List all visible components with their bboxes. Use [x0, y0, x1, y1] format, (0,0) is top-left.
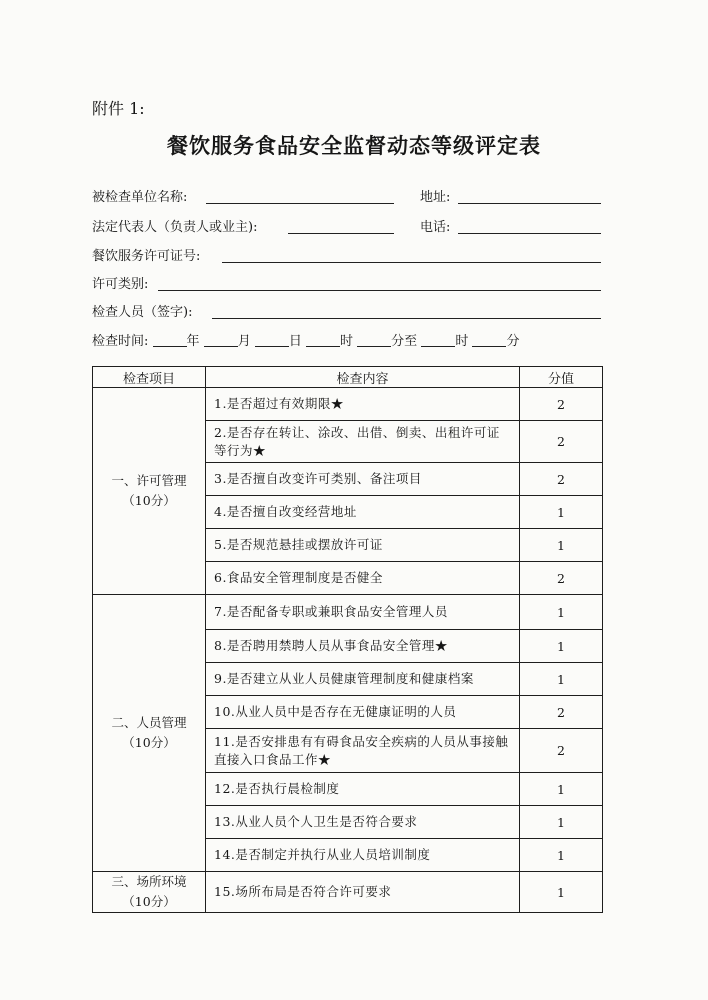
end-minute-field[interactable]: [472, 334, 506, 347]
score-cell: 1: [520, 496, 603, 529]
table-row: [93, 388, 603, 421]
check-item-cell: [93, 872, 206, 913]
score-cell: 2: [520, 562, 603, 595]
minute-field[interactable]: [357, 334, 391, 347]
check-content-cell: 15.场所布局是否符合许可要求: [206, 872, 520, 913]
check-content-cell: 6.食品安全管理制度是否健全: [206, 562, 520, 595]
check-item-cell: [93, 595, 206, 872]
score-cell: 2: [520, 388, 603, 421]
end-minute-unit: 分: [506, 334, 520, 349]
check-content-cell: 2.是否存在转让、涂改、出借、倒卖、出租许可证等行为★: [206, 421, 520, 463]
check-item-name: 一、许可管理: [111, 473, 187, 488]
check-content-cell: 7.是否配备专职或兼职食品安全管理人员: [206, 595, 520, 630]
rating-table: [92, 366, 603, 913]
license-type-field[interactable]: [158, 290, 601, 291]
unit-name-field[interactable]: [206, 203, 394, 204]
legal-rep-field[interactable]: [288, 233, 394, 234]
score-cell: 2: [520, 696, 603, 729]
end-hour-field[interactable]: [421, 334, 455, 347]
check-content-cell: 14.是否制定并执行从业人员培训制度: [206, 839, 520, 872]
month-field[interactable]: [204, 334, 238, 347]
check-content-cell: 9.是否建立从业人员健康管理制度和健康档案: [206, 663, 520, 696]
license-type-label: 许可类别:: [92, 277, 149, 292]
check-item-name: 三、场所环境: [111, 874, 187, 889]
header-score: 分值: [520, 367, 603, 388]
check-item-cell: [93, 388, 206, 595]
check-content-cell: 13.从业人员个人卫生是否符合要求: [206, 806, 520, 839]
address-label: 地址:: [420, 190, 451, 205]
month-unit: 月: [237, 334, 251, 349]
check-item-points: （10分）: [122, 493, 176, 508]
hour-field[interactable]: [306, 334, 340, 347]
license-no-field[interactable]: [222, 262, 601, 263]
table-header-row: [93, 367, 603, 388]
score-cell: 1: [520, 630, 603, 663]
phone-field[interactable]: [458, 233, 601, 234]
day-unit: 日: [288, 334, 302, 349]
table-row: [93, 872, 603, 913]
check-content-cell: 5.是否规范悬挂或摆放许可证: [206, 529, 520, 562]
score-cell: 2: [520, 463, 603, 496]
check-content-cell: 1.是否超过有效期限★: [206, 388, 520, 421]
check-content-cell: 10.从业人员中是否存在无健康证明的人员: [206, 696, 520, 729]
year-field[interactable]: [153, 334, 187, 347]
inspectors-label: 检查人员（签字):: [92, 305, 193, 320]
check-item-points: （10分）: [122, 894, 176, 909]
inspection-time-row: [92, 330, 519, 349]
score-cell: 1: [520, 872, 603, 913]
check-item-name: 二、人员管理: [111, 715, 187, 730]
table-row: [93, 595, 603, 630]
score-cell: 1: [520, 595, 603, 630]
check-item-points: （10分）: [122, 735, 176, 750]
score-cell: 2: [520, 729, 603, 773]
score-cell: 1: [520, 663, 603, 696]
check-content-cell: 12.是否执行晨检制度: [206, 773, 520, 806]
check-content-cell: 3.是否擅自改变许可类别、备注项目: [206, 463, 520, 496]
inspectors-field[interactable]: [212, 318, 601, 319]
phone-label: 电话:: [420, 220, 451, 235]
table-body: [93, 388, 603, 913]
year-unit: 年: [186, 334, 200, 349]
hour-unit: 时: [340, 334, 354, 349]
license-no-label: 餐饮服务许可证号:: [92, 249, 201, 264]
legal-rep-label: 法定代表人（负责人或业主):: [92, 220, 258, 235]
minute-to-unit: 分至: [391, 334, 418, 349]
end-hour-unit: 时: [455, 334, 469, 349]
unit-name-label: 被检查单位名称:: [92, 190, 188, 205]
score-cell: 1: [520, 773, 603, 806]
header-item: 检查项目: [93, 367, 206, 388]
score-cell: 1: [520, 839, 603, 872]
inspection-time-label: 检查时间:: [92, 334, 149, 349]
page-title: 餐饮服务食品安全监督动态等级评定表: [167, 133, 541, 158]
day-field[interactable]: [255, 334, 289, 347]
attachment-label: 附件 1:: [92, 99, 145, 118]
check-content-cell: 11.是否安排患有有碍食品安全疾病的人员从事接触直接入口食品工作★: [206, 729, 520, 773]
score-cell: 1: [520, 806, 603, 839]
header-content: 检查内容: [206, 367, 520, 388]
score-cell: 2: [520, 421, 603, 463]
check-content-cell: 8.是否聘用禁聘人员从事食品安全管理★: [206, 630, 520, 663]
address-field[interactable]: [458, 203, 601, 204]
check-content-cell: 4.是否擅自改变经营地址: [206, 496, 520, 529]
score-cell: 1: [520, 529, 603, 562]
